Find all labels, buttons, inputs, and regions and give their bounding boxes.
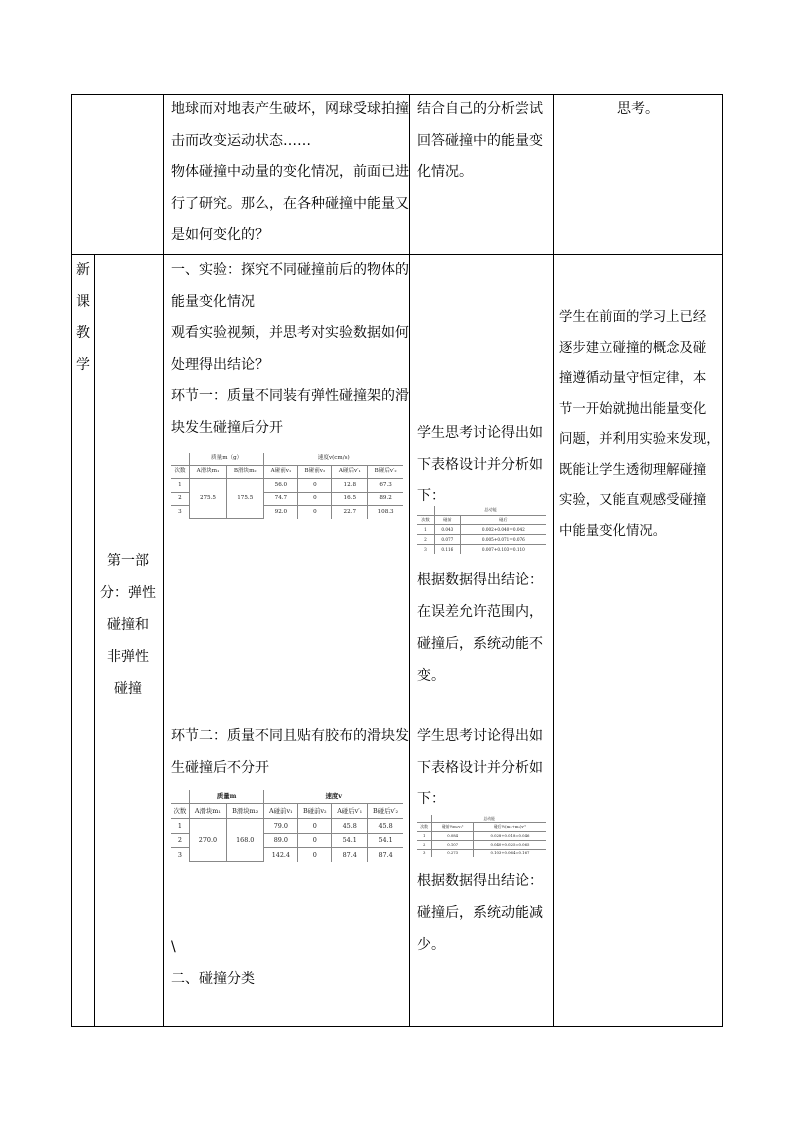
table-header: A碰前v₁ [264,465,298,479]
text-line: 结合自己的分析尝试 [417,101,543,117]
table-cell: 3 [417,545,435,554]
text-line: 一、实验：探究不同碰撞前后的物体的 [171,262,409,278]
table-header: B滑块m₂ [227,804,264,819]
table-cell: 45.8 [332,818,368,833]
table-header: 质量m [189,790,264,804]
table-cell: 79.0 [264,818,298,833]
table-cell: 0 [298,479,332,493]
table-cell: 108.3 [368,506,403,519]
table-header: 次数 [417,823,432,832]
col-divider-4 [553,95,554,1026]
table-cell: 12.8 [332,479,368,493]
table-cell [171,790,189,804]
table-cell: 16.5 [332,492,368,506]
text-line: 下表格设计并分析如 [417,759,543,776]
table-cell: 3 [171,848,189,862]
text-line: 逐步建立碰撞的概念及碰 [559,340,707,356]
conclusion-block-a [417,564,552,692]
table-cell: 0.273 [432,849,474,857]
table-cell: 3 [417,849,432,857]
text-line: 碰撞后，系统动能不 [417,636,543,652]
table-header: A滑块m₁ [189,804,226,819]
student-block-b [417,721,552,816]
table-cell: 0 [298,506,332,519]
table-header: 速度v [264,790,403,804]
table-header: 总动能 [435,506,546,515]
data-table-1 [171,453,403,519]
table-cell: 1 [171,818,189,833]
table-cell: 1 [417,832,432,841]
col-divider-3 [409,95,410,1026]
table-header: 速度v(cm/s) [264,453,403,465]
top-student-cell [417,94,552,189]
table-cell: 2 [417,535,435,545]
table-cell: 275.5 [189,479,226,519]
col-divider-2 [163,95,164,1026]
table-header: 碰前½m₁v₁² [432,823,474,832]
backslash-mark: \ [171,939,176,955]
table-cell: 87.4 [368,848,403,862]
table-cell: 54.1 [368,833,403,848]
table-header: B碰后v′₂ [368,804,403,819]
table-cell: 89.2 [368,492,403,506]
table-header: 次数 [417,515,435,525]
text-line: 下： [417,488,445,504]
content-block-a [171,255,407,444]
text-line: 碰撞后，系统动能减 [417,905,543,921]
table-header: 总动能 [432,815,546,823]
stage-char: 教 [76,325,90,341]
table-cell: 0.116 [435,545,461,554]
table-cell: 0.107 [432,840,474,849]
text-line: 非弹性 [107,649,149,665]
text-line: 下表格设计并分析如 [417,456,543,473]
text-line: 变。 [417,668,445,684]
text-line: 撞遵循动量守恒定律，本 [559,371,707,386]
table-cell: 0.077 [435,535,461,545]
text-line: 少。 [417,937,445,953]
energy-table-1 [417,506,546,554]
text-line: 根据数据得出结论： [417,873,543,889]
top-content-cell [171,94,407,252]
table-cell: 0 [298,833,332,848]
table-cell: 1 [417,525,435,535]
table-cell: 67.3 [368,479,403,493]
table-cell: 0.028+0.018=0.046 [473,832,546,841]
table-cell: 2 [171,492,189,506]
text-line: 实验，又能直观感受碰撞 [559,493,707,508]
text-line: 能量变化情况 [171,293,255,310]
text-line: 第一部 [107,553,149,569]
content-block-c [171,932,407,995]
table-cell: 0.040+0.025=0.065 [473,840,546,849]
text-line: 中能量变化情况。 [559,523,667,539]
text-line: 分：弹性 [100,585,156,601]
text-line: 节一开始就抛出能量变化 [559,401,707,417]
text-line: 思考。 [617,101,659,117]
table-header: 碰前 [435,515,461,525]
stage-char: 新 [76,262,90,278]
table-cell: 0.103+0.064=0.167 [473,849,546,857]
table-cell: 54.1 [332,833,368,848]
table-header: 次数 [171,465,189,479]
table-cell: 0 [298,492,332,506]
table-cell: 0.043 [435,525,461,535]
table-header: B碰前v₂ [298,804,332,819]
text-line: 在误差允许范围内， [417,604,543,620]
table-header: A碰后v′₁ [332,465,368,479]
table-cell [417,815,432,823]
table-cell: 3 [171,506,189,519]
text-line: 处理得出结论？ [171,356,269,373]
text-line: 下： [417,791,445,807]
table-header: 质量m（g） [189,453,264,465]
text-line: 二、碰撞分类 [171,970,255,987]
table-cell: 92.0 [264,506,298,519]
stage-char: 课 [76,293,90,310]
table-header: B碰后v′₂ [368,465,403,479]
part-cell [94,545,162,705]
table-header: 次数 [171,804,189,819]
table-cell: 45.8 [368,818,403,833]
table-cell: 56.0 [264,479,298,493]
table-cell: 87.4 [332,848,368,862]
table-header: A碰后v′₁ [332,804,368,819]
table-header: B滑块m₂ [227,465,264,479]
stage-char: 学 [76,356,90,373]
table-header: B碰前v₂ [298,465,332,479]
text-line: 生碰撞后不分开 [171,759,269,776]
table-cell: 89.0 [264,833,298,848]
table-cell: 22.7 [332,506,368,519]
text-line: 学生思考讨论得出如 [417,728,543,744]
table-cell: 0.005+0.071=0.076 [460,535,546,545]
text-line: 是如何变化的？ [171,227,269,243]
text-line: 块发生碰撞后分开 [171,419,283,436]
stage-cell [72,255,94,381]
text-line: 环节二：质量不同且贴有胶布的滑块发 [171,728,409,744]
table-cell: 168.0 [227,818,264,861]
text-line: 物体碰撞中动量的变化情况，前面已进 [171,164,409,180]
table-cell: 74.7 [264,492,298,506]
table-cell: 175.5 [227,479,264,519]
text-line: 击而改变运动状态…… [171,132,311,149]
text-line: 既能让学生透彻理解碰撞 [559,462,707,478]
table-header: A碰前v₁ [264,804,298,819]
table-cell: 0 [298,818,332,833]
table-header: A滑块m₁ [189,465,226,479]
table-cell [417,506,435,515]
text-line: 化情况。 [417,164,473,180]
text-line: 行了研究。那么，在各种碰撞中能量又 [171,195,409,212]
table-cell: 1 [171,479,189,493]
table-cell: 0.007+0.103=0.110 [460,545,546,554]
text-line: 观看实验视频，并思考对实验数据如何 [171,325,409,341]
top-intent-cell [554,94,722,126]
conclusion-block-b [417,865,552,961]
table-header: 碰后 [460,515,546,525]
text-line: 回答碰撞中的能量变 [417,132,543,149]
data-table-2 [171,790,403,862]
table-cell: 0 [298,848,332,862]
text-line: 根据数据得出结论： [417,572,543,588]
text-line: 学生思考讨论得出如 [417,425,543,441]
text-line: 学生在前面的学习上已经 [559,310,707,325]
table-cell [171,453,189,465]
text-line: 环节一：质量不同装有弹性碰撞架的滑 [171,388,409,404]
table-cell: 2 [171,833,189,848]
table-cell: 0.002+0.040=0.042 [460,525,546,535]
table-cell: 2 [417,840,432,849]
text-line: 碰撞 [114,681,142,697]
table-cell: 0.084 [432,832,474,841]
table-cell: 270.0 [189,818,226,861]
table-header: 碰后½(m₁+m₂)v′² [473,823,546,832]
intent-block [559,303,719,547]
text-line: 地球而对地表产生破坏，网球受球拍撞 [171,101,409,117]
student-block-a [417,418,552,513]
text-line: 碰撞和 [107,617,149,633]
table-cell: 142.4 [264,848,298,862]
text-line: 问题，并利用实验来发现， [559,432,720,447]
content-block-b [171,721,407,784]
energy-table-2 [417,815,546,857]
